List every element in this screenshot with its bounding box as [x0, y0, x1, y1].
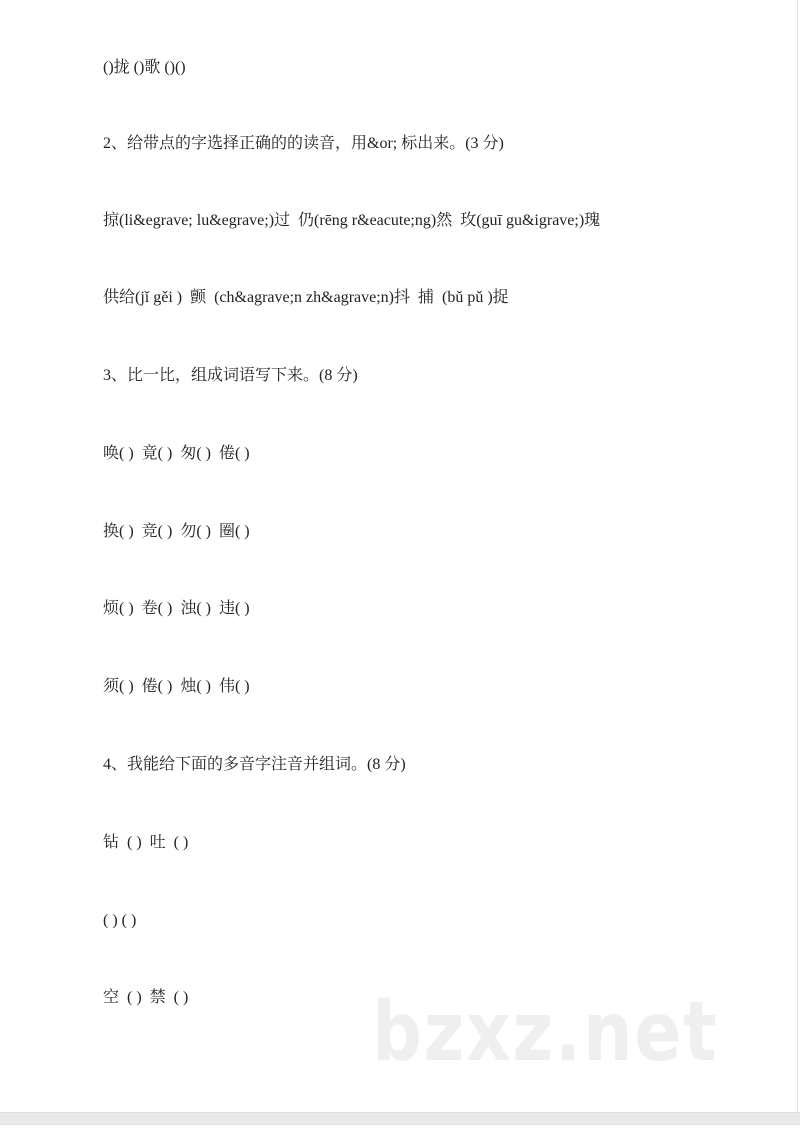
- question-3-heading: 3、比一比，组成词语写下来。(8 分): [103, 367, 358, 384]
- page-separator: [0, 1112, 800, 1125]
- text-line: ( ) ( ): [103, 912, 137, 929]
- text-line: 烦( ) 卷( ) 浊( ) 违( ): [103, 600, 250, 617]
- text-line: 空 ( ) 禁 ( ): [103, 989, 189, 1006]
- question-4-heading: 4、我能给下面的多音字注音并组词。(8 分): [103, 756, 406, 773]
- text-line: 须( ) 倦( ) 烛( ) 伟( ): [103, 678, 250, 695]
- text-line: 钻 ( ) 吐 ( ): [103, 834, 189, 851]
- text-line: ()拢 ()歌 ()(): [103, 59, 186, 76]
- text-line: 掠(li&egrave; lu&egrave;)过 仍(rēng r&eacute;ng)然 玫(guī gu&igrave;)瑰: [103, 212, 601, 229]
- text-line: 供给(jǐ gěi ) 颤 (ch&agrave;n zh&agrave;n)抖 捕 (bǔ pǔ )捉: [103, 289, 509, 306]
- text-line: 换( ) 竞( ) 勿( ) 圈( ): [103, 523, 250, 540]
- watermark: bzxz.net: [372, 985, 719, 1080]
- text-line: 唤( ) 竟( ) 匆( ) 倦( ): [103, 445, 250, 462]
- question-2-heading: 2、给带点的字选择正确的的读音，用&or; 标出来。(3 分): [103, 135, 504, 152]
